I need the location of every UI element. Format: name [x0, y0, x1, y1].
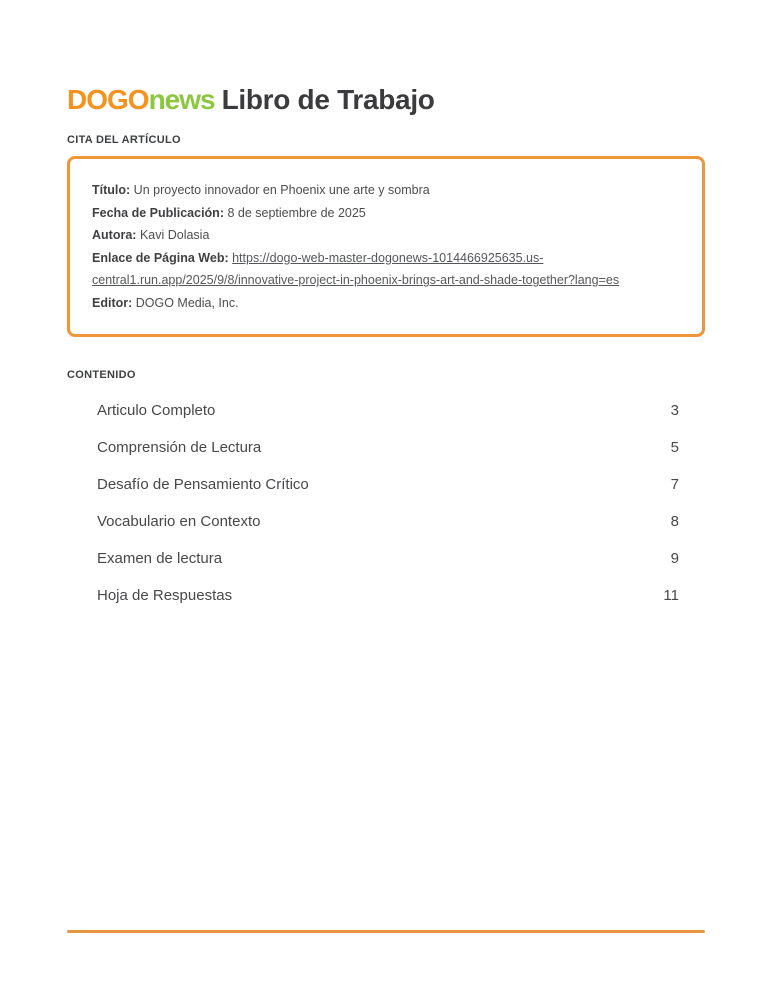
- toc-row: [67, 392, 705, 429]
- toc-item-title: Vocabulario en Contexto: [97, 513, 261, 530]
- citation-field-label: Enlace de Página Web:: [92, 250, 229, 265]
- toc-item-page-number: 5: [670, 439, 679, 456]
- citation-field-value: DOGO Media, Inc.: [135, 295, 239, 310]
- toc-item-page-number: 3: [670, 402, 679, 419]
- dogonews-logo-dogo: DOGO: [67, 84, 149, 115]
- toc-item-title: Desafío de Pensamiento Crítico: [97, 476, 309, 493]
- citation-section-label: CITA DEL ARTÍCULO: [67, 134, 181, 146]
- toc-row: [67, 540, 705, 577]
- citation-row: [92, 202, 680, 225]
- toc-row: [67, 466, 705, 503]
- citation-box: [67, 156, 705, 337]
- citation-field-label: Título:: [92, 183, 131, 197]
- citation-field-label: Autora:: [92, 228, 137, 243]
- citation-field-value: Kavi Dolasia: [139, 228, 210, 243]
- toc-row: [67, 577, 705, 614]
- citation-row: [92, 292, 680, 315]
- citation-url-link[interactable]: https://dogo-web-master-dogonews-1014466925635.us-central1.run.app/2025/9/8/innovative-project-in-phoenix-brings-art-and-shade-together?lang=es: [92, 250, 620, 288]
- citation-fields: [92, 179, 680, 315]
- toc-row: [67, 503, 705, 540]
- citation-field-value: Un proyecto innovador en Phoenix une arte y sombra: [133, 183, 430, 197]
- citation-field-label: Editor:: [92, 295, 133, 310]
- toc-item-title: Articulo Completo: [97, 402, 216, 419]
- toc-item-page-number: 11: [663, 587, 679, 604]
- contents-section-label: CONTENIDO: [67, 369, 136, 381]
- citation-field-label: Fecha de Publicación:: [92, 205, 224, 220]
- citation-row: [92, 247, 680, 292]
- toc-item-title: Hoja de Respuestas: [97, 587, 233, 604]
- page-title: [67, 84, 435, 116]
- toc-item-title: Examen de lectura: [97, 550, 223, 567]
- toc-row: [67, 429, 705, 466]
- toc-item-title: Comprensión de Lectura: [97, 439, 262, 456]
- footer-divider: [67, 930, 705, 933]
- toc-item-page-number: 9: [670, 550, 679, 567]
- toc-item-page-number: 8: [670, 513, 679, 530]
- citation-row: [92, 224, 680, 247]
- table-of-contents: [67, 392, 705, 614]
- citation-row: [92, 179, 680, 202]
- workbook-title: Libro de Trabajo: [221, 84, 435, 115]
- toc-item-page-number: 7: [670, 476, 679, 493]
- dogonews-logo-news: news: [148, 84, 215, 115]
- citation-field-value: 8 de septiembre de 2025: [227, 205, 366, 220]
